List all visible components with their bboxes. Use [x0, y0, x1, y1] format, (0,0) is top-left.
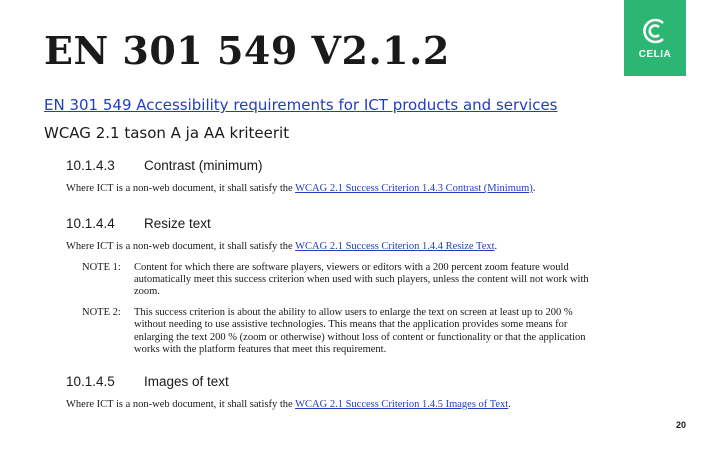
clause-heading — [66, 216, 606, 231]
standard-excerpt — [66, 158, 606, 411]
clause-body — [66, 183, 606, 196]
clause-heading — [66, 374, 606, 389]
celia-logo — [624, 0, 686, 76]
celia-logo-icon — [642, 17, 668, 45]
clause-body-text: Where ICT is a non-web document, it shall satisfy the — [66, 183, 296, 194]
wcag-link-1-4-3[interactable]: WCAG 2.1 Success Criterion 1.4.3 Contrast (Minimum) — [295, 183, 533, 194]
note — [66, 307, 606, 355]
clause-title: Resize text — [144, 215, 211, 231]
subtitle: WCAG 2.1 tason A ja AA kriteerit — [44, 124, 290, 142]
clause-number: 10.1.4.4 — [66, 215, 115, 231]
note-text: This success criterion is about the ability to allow users to enlarge the text on screen at least up to 200 % without needing to use assistive technologies. This means that the application provides some means for enlarging the text 200 % (zoom or otherwise) without loss of content or functionality or that the application works with the platform features that meet this requirement. — [134, 307, 586, 355]
note-label: NOTE 2: — [82, 307, 121, 319]
logo-text: CELIA — [638, 48, 672, 60]
clause-title: Images of text — [144, 373, 229, 389]
clause-heading — [66, 158, 606, 173]
clause-number: 10.1.4.3 — [66, 158, 115, 173]
note-label: NOTE 1: — [82, 262, 121, 274]
clause-body-text: Where ICT is a non-web document, it shall satisfy the — [66, 398, 296, 410]
clause-body-text: Where ICT is a non-web document, it shall satisfy the — [66, 240, 296, 252]
clause-resize-text — [66, 216, 606, 356]
clause-contrast — [66, 158, 606, 196]
standard-link[interactable]: EN 301 549 Accessibility requirements for ICT products and services — [44, 96, 558, 114]
slide-title: EN 301 549 V2.1.2 — [44, 28, 450, 73]
clause-number: 10.1.4.5 — [66, 373, 115, 389]
page-number: 20 — [676, 420, 687, 430]
clause-images-of-text — [66, 374, 606, 412]
clause-title: Contrast (minimum) — [144, 158, 263, 173]
clause-body-end: . — [494, 240, 498, 252]
note-text: Content for which there are software players, viewers or editors with a 200 percent zoom feature would automatically meet this success criterion when used with such players, unless the content will not work with zoom. — [134, 262, 589, 298]
clause-body — [66, 241, 606, 254]
clause-body-end: . — [508, 398, 511, 410]
clause-body-end: . — [532, 183, 536, 194]
note — [66, 262, 606, 298]
wcag-link-1-4-5[interactable]: WCAG 2.1 Success Criterion 1.4.5 Images of Text — [295, 398, 509, 410]
wcag-link-1-4-4[interactable]: WCAG 2.1 Success Criterion 1.4.4 Resize Text — [295, 240, 495, 252]
clause-body — [66, 399, 606, 412]
